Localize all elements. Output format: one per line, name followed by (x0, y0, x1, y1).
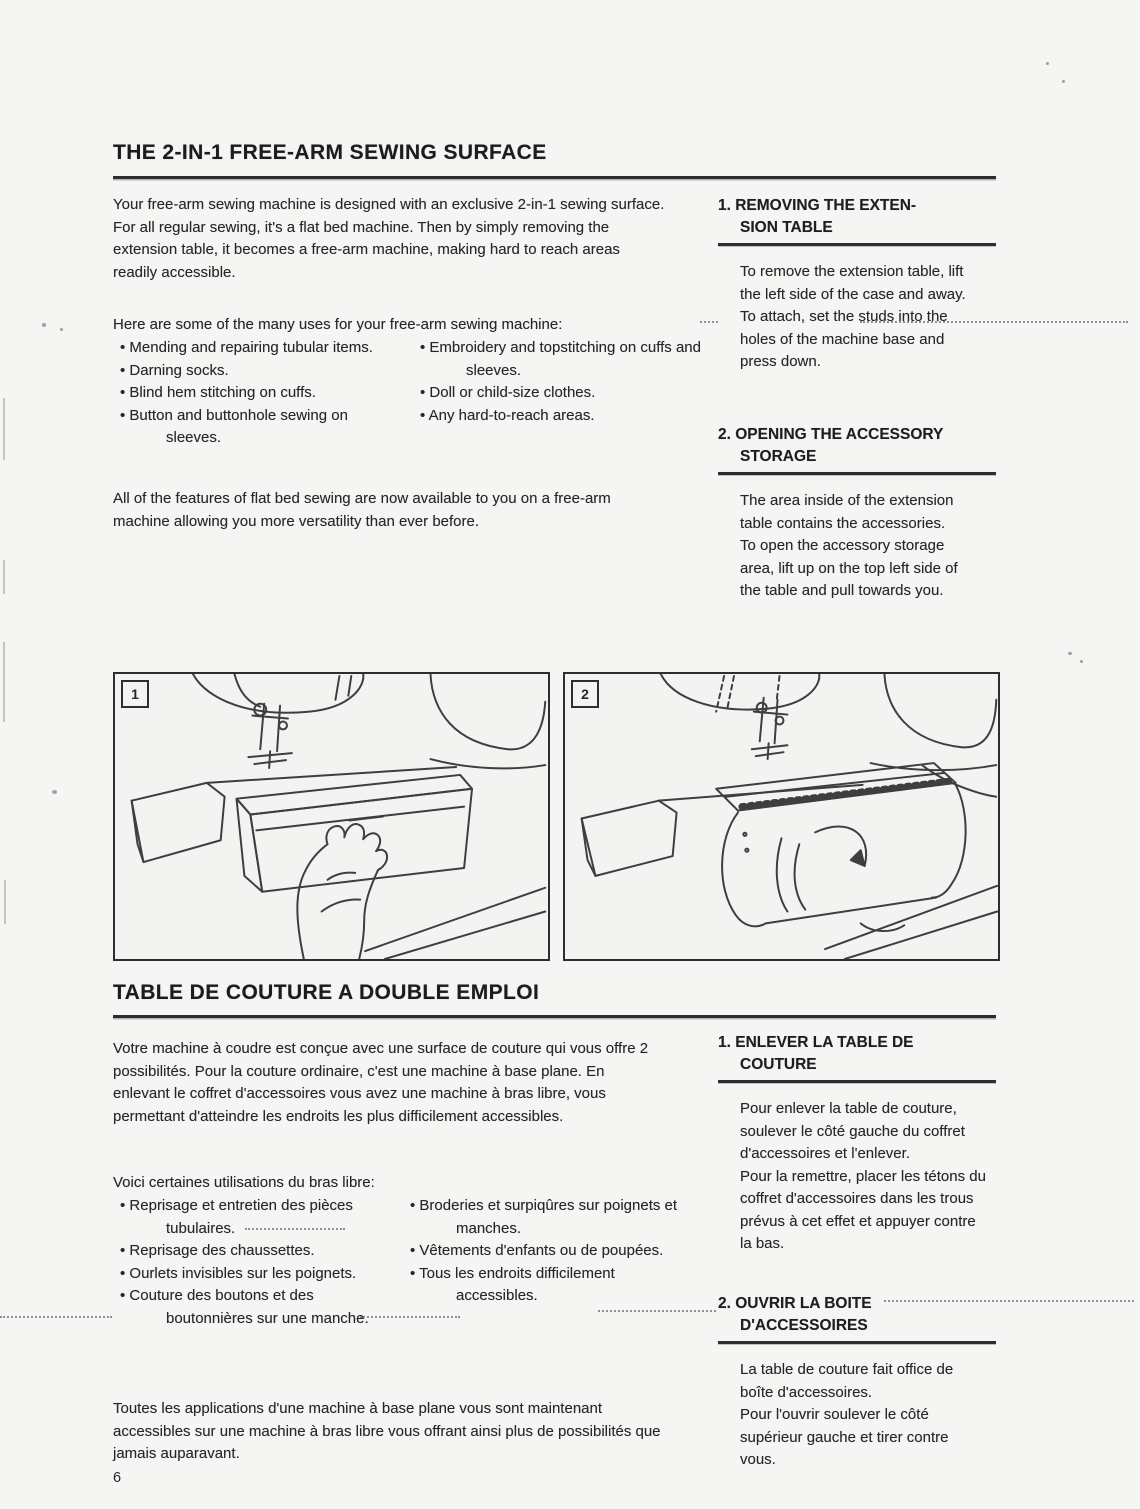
scan-speck (60, 328, 63, 331)
french-heading-enlever-table (718, 1032, 1003, 1076)
english-uses-lead: Here are some of the many uses for your free-arm sewing machine: (113, 316, 563, 333)
heading-line: 1. REMOVING THE EXTEN- (718, 197, 917, 214)
list-item: • Embroidery and topstitching on cuffs and sleeves. (408, 337, 703, 382)
title-rule-french (113, 1015, 996, 1018)
heading-rule (718, 472, 996, 475)
body-paragraph: Pour l'ouvrir soulever le côté supérieur gauche et tirer contre vous. (740, 1406, 949, 1468)
list-item: • Reprisage des chaussettes. (108, 1240, 370, 1263)
french-uses-right-list (398, 1195, 690, 1308)
french-section-title: TABLE DE COUTURE A DOUBLE EMPLOI (113, 981, 540, 1004)
scan-dotted-artifact (598, 1310, 716, 1312)
list-item: • Tous les endroits difficilement accessibles. (398, 1263, 690, 1308)
scan-dotted-artifact (860, 321, 1128, 323)
scan-dotted-artifact (884, 1300, 1134, 1302)
scan-dotted-artifact (0, 1316, 112, 1318)
heading-line: COUTURE (740, 1056, 817, 1073)
english-closing-paragraph: All of the features of flat bed sewing are now available to you on a free-arm machine allowing you more versatility than ever before. (113, 490, 611, 530)
french-enlever-table-body (740, 1098, 988, 1256)
english-section-title: THE 2-IN-1 FREE-ARM SEWING SURFACE (113, 141, 547, 164)
list-item: • Couture des boutons et des boutonnières sur une manche. (108, 1285, 370, 1330)
heading-line: SION TABLE (740, 219, 833, 236)
body-paragraph: The area inside of the extension table contains the accessories. (740, 492, 954, 532)
scan-smudge (3, 560, 5, 594)
page-number: 6 (113, 1470, 122, 1486)
scan-speck (52, 790, 57, 794)
list-item: • Any hard-to-reach areas. (408, 405, 703, 428)
list-item: • Darning socks. (108, 360, 406, 383)
list-item: • Doll or child-size clothes. (408, 382, 703, 405)
list-item: • Ourlets invisibles sur les poignets. (108, 1263, 370, 1286)
french-closing-paragraph: Toutes les applications d'une machine à base plane vous sont maintenant accessibles sur une machine à bras libre vous offrant ainsi plus de possibilités que jamais auparavant. (113, 1400, 661, 1462)
figure-opening-accessory-storage (563, 672, 1000, 961)
english-uses-left-list (108, 337, 406, 450)
heading-line: D'ACCESSOIRES (740, 1317, 868, 1334)
french-uses-lead: Voici certaines utilisations du bras libre: (113, 1174, 375, 1191)
body-paragraph: Pour la remettre, placer les tétons du coffret d'accessoires dans les trous prévus à cet effet et appuyer contre la bas. (740, 1167, 986, 1252)
heading-line: 1. ENLEVER LA TABLE DE (718, 1034, 914, 1051)
scan-speck (1062, 80, 1065, 83)
scan-smudge (3, 642, 5, 722)
list-item: • Vêtements d'enfants ou de poupées. (398, 1240, 690, 1263)
heading-line: STORAGE (740, 448, 817, 465)
list-item: • Reprisage et entretien des pièces tubulaires. (108, 1195, 370, 1240)
body-paragraph: La table de couture fait office de boîte d'accessoires. (740, 1361, 954, 1401)
scan-smudge (4, 880, 6, 924)
french-ouvrir-boite-body (740, 1359, 988, 1472)
heading-rule (718, 243, 996, 246)
scan-smudge (3, 398, 5, 460)
body-paragraph: To attach, set the studs into the holes of the machine base and press down. (740, 308, 948, 370)
scan-speck (1068, 652, 1072, 655)
french-uses-left-list (108, 1195, 370, 1330)
body-paragraph: Pour enlever la table de couture, soulever le côté gauche du coffret d'accessoires et l'enlever. (740, 1100, 965, 1162)
scan-speck (42, 323, 46, 327)
body-paragraph: To remove the extension table, lift the left side of the case and away. (740, 263, 966, 303)
english-uses-right-list (408, 337, 703, 427)
english-heading-opening-accessory-storage (718, 424, 1003, 468)
list-item: • Blind hem stitching on cuffs. (108, 382, 406, 405)
list-item: • Broderies et surpiqûres sur poignets et manches. (398, 1195, 690, 1240)
list-item: • Mending and repairing tubular items. (108, 337, 406, 360)
english-accessory-storage-body (740, 490, 980, 603)
figure-number-badge: 1 (121, 680, 149, 708)
english-removing-table-body (740, 261, 980, 374)
title-rule-english (113, 176, 996, 179)
heading-line: 2. OUVRIR LA BOITE (718, 1295, 872, 1312)
scan-dotted-artifact (245, 1228, 345, 1230)
figure-number-badge: 2 (571, 680, 599, 708)
english-intro-paragraph: Your free-arm sewing machine is designed with an exclusive 2-in-1 sewing surface. For all regular sewing, it's a flat bed machine. Then by simply removing the extension table, it becomes a free-arm machine, making hard to reach areas readily accessible. (113, 196, 665, 281)
heading-line: 2. OPENING THE ACCESSORY (718, 426, 944, 443)
body-paragraph: To open the accessory storage area, lift up on the top left side of the table and pull towards you. (740, 537, 958, 599)
heading-rule (718, 1080, 996, 1083)
scan-speck (1080, 660, 1083, 663)
heading-rule (718, 1341, 996, 1344)
scan-dotted-artifact (700, 321, 718, 323)
scan-speck (1046, 62, 1049, 65)
list-item: • Button and buttonhole sewing on sleeves. (108, 405, 406, 450)
sewing-machine-open-accessory-box-illustration (565, 674, 998, 959)
english-heading-removing-extension-table (718, 195, 1003, 239)
french-intro-paragraph: Votre machine à coudre est conçue avec une surface de couture qui vous offre 2 possibilités. Pour la couture ordinaire, c'est une machine à base plane. En enlevant le coffret d'accessoires vous avez une machine à bras libre, vous permettant d'atteindre les endroits les plus difficilement accessibles. (113, 1040, 649, 1125)
sewing-machine-hand-removing-table-illustration (115, 674, 548, 959)
scan-dotted-artifact (360, 1316, 460, 1318)
figure-removing-extension-table (113, 672, 550, 961)
